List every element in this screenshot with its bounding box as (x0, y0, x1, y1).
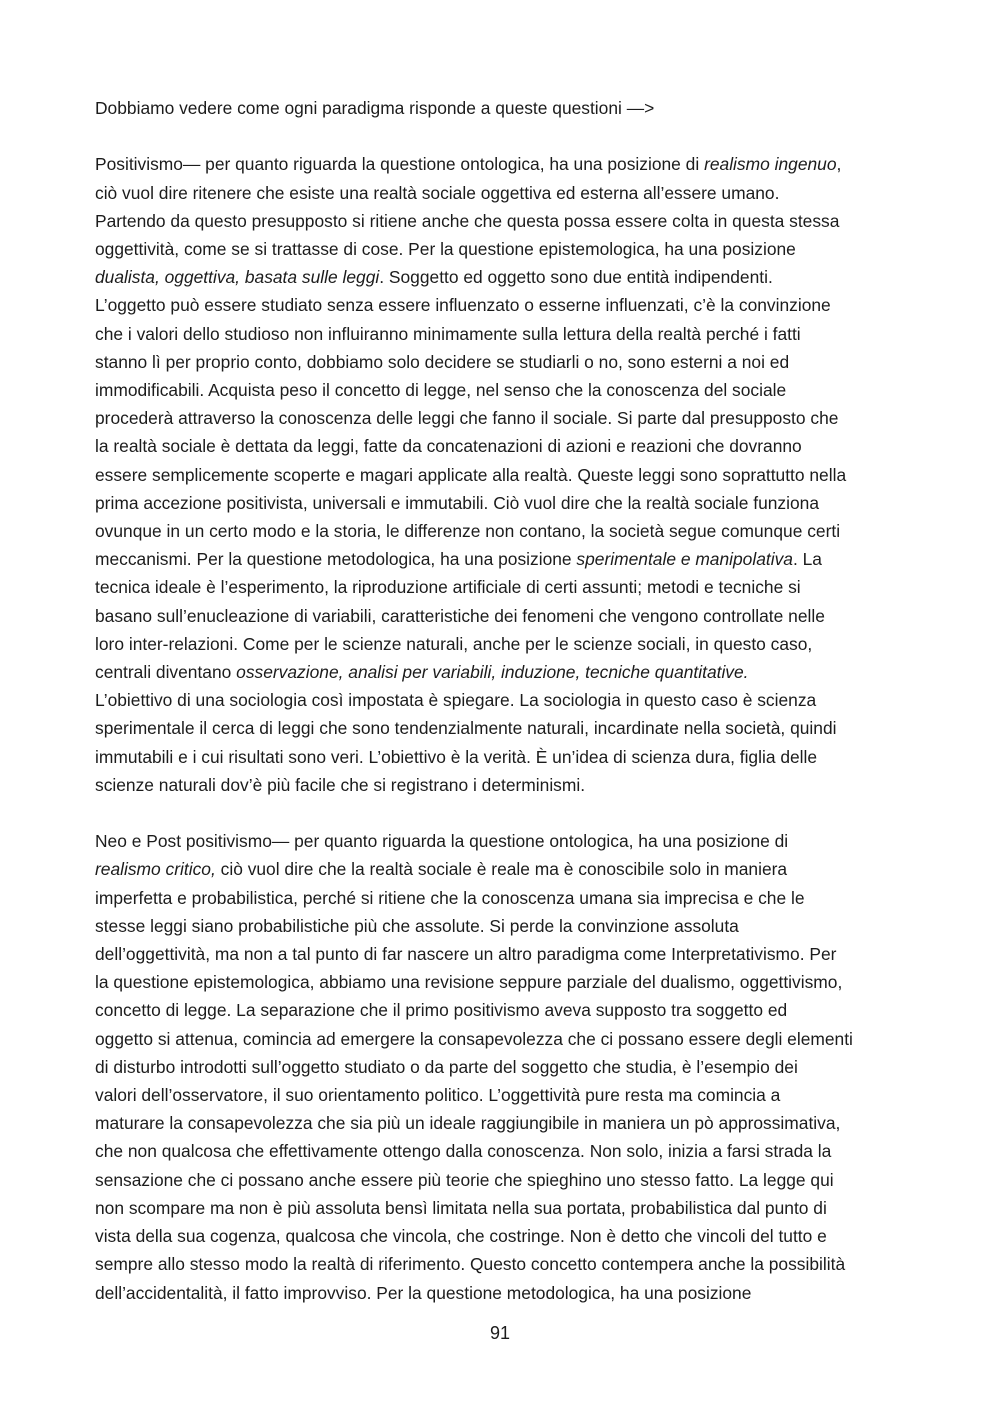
text-run: Partendo da questo presupposto si ritiene anche che questa possa essere colta in questa stessa (95, 210, 840, 231)
text-run: meccanismi. Per la questione metodologica, ha una posizione (95, 549, 577, 570)
text-line (95, 263, 910, 291)
text-line (95, 884, 910, 912)
text-line (95, 714, 910, 742)
text-line (95, 404, 910, 432)
text-line (95, 489, 910, 517)
paragraphs-container (95, 150, 910, 1306)
text-line (95, 235, 910, 263)
text-run: maturare la consapevolezza che sia più un ideale raggiungibile in maniera un pò approssimativa, (95, 1113, 841, 1134)
text-line (95, 968, 910, 996)
text-line (95, 743, 910, 771)
text-run: Neo e Post positivismo— per quanto riguarda la questione ontologica, ha una posizione di (95, 831, 789, 852)
text-line (95, 432, 910, 460)
italic-term: dualista, oggettiva, basata sulle leggi (95, 267, 380, 288)
text-run: che non qualcosa che effettivamente ottengo dalla conoscenza. Non solo, inizia a farsi strada la (95, 1141, 832, 1162)
text-run: sperimentale il cerca di leggi che sono tendenzialmente naturali, incardinate nella società, quindi (95, 718, 837, 739)
text-line (95, 573, 910, 601)
text-line (95, 461, 910, 489)
text-run: L’oggetto può essere studiato senza essere influenzato o esserne influenzati, c’è la convinzione (95, 295, 831, 316)
text-run: ciò vuol dire ritenere che esiste una realtà sociale oggettiva ed esterna all’essere umano. (95, 182, 780, 203)
text-line (95, 376, 910, 404)
text-line (95, 630, 910, 658)
text-line (95, 1250, 910, 1278)
text-run: dell’accidentalità, il fatto improvviso. Per la questione metodologica, ha una posizione (95, 1282, 752, 1303)
text-line (95, 1081, 910, 1109)
text-line (95, 1053, 910, 1081)
text-run: oggetto si attenua, comincia ad emergere la consapevolezza che ci possano essere degli elementi (95, 1028, 853, 1049)
intro-line: Dobbiamo vedere come ogni paradigma risponde a queste questioni —> (95, 98, 655, 118)
text-run: . La (792, 549, 822, 570)
text-run: essere semplicemente scoperte e magari applicate alla realtà. Queste leggi sono soprattutto nella (95, 464, 847, 485)
text-line (95, 658, 910, 686)
italic-term: sperimentale e manipolativa (576, 549, 793, 570)
text-run: concetto di legge. La separazione che il primo positivismo aveva supposto tra soggetto ed (95, 1000, 788, 1021)
text-line (95, 855, 910, 883)
text-run: centrali diventano (95, 662, 237, 683)
text-run: ciò vuol dire che la realtà sociale è reale ma è conoscibile solo in maniera (215, 859, 788, 880)
text-line (95, 545, 910, 573)
text-run: immutabili e i cui risultati sono veri. L’obiettivo è la verità. È un’idea di scienza dura, figlia delle (95, 746, 818, 767)
text-run: sensazione che ci possano anche essere più teorie che spieghino uno stesso fatto. La legge qui (95, 1169, 834, 1190)
text-line (95, 207, 910, 235)
text-line (95, 1194, 910, 1222)
text-run: vista della sua cogenza, qualcosa che vincola, che costringe. Non è detto che vincoli del tutto e (95, 1226, 827, 1247)
text-run: di disturbo introdotti sull’oggetto studiato o da parte del soggetto che studia, è l’esempio dei (95, 1056, 798, 1077)
text-run: valori dell’osservatore, il suo orientamento politico. L’oggettività pure resta ma comincia a (95, 1085, 781, 1106)
text-run: oggettività, come se si trattasse di cose. Per la questione epistemologica, ha una posizione (95, 239, 796, 259)
text-line (95, 291, 910, 319)
text-run: Positivismo— per quanto riguarda la questione ontologica, ha una posizione di (95, 154, 705, 175)
text-run: , (836, 154, 842, 175)
text-run: loro inter-relazioni. Come per le scienze naturali, anche per le scienze sociali, in questo caso, (95, 633, 813, 654)
text-run: sempre allo stesso modo la realtà di riferimento. Questo concetto contempera anche la possibilità (95, 1254, 846, 1275)
text-line (95, 1279, 910, 1307)
text-run: la questione epistemologica, abbiamo una revisione seppure parziale del dualismo, oggettivismo, (95, 972, 843, 993)
text-line (95, 940, 910, 968)
text-line (95, 686, 910, 714)
text-run: L’obiettivo di una sociologia così impostata è spiegare. La sociologia in questo caso è scienza (95, 690, 817, 711)
text-line (95, 1166, 910, 1194)
text-run: procederà attraverso la conoscenza delle leggi che fanno il sociale. Si parte dal presupposto che (95, 408, 839, 429)
text-run: . Soggetto ed oggetto sono due entità indipendenti. (379, 267, 773, 288)
text-run: basano sull’enucleazione di variabili, caratteristiche dei fenomeni che vengono controllate nelle (95, 605, 825, 626)
text-run: dell’oggettività, ma non a tal punto di far nascere un altro paradigma come Interpretativismo. Per (95, 944, 837, 965)
italic-term: osservazione, analisi per variabili, induzione, tecniche quantitative. (236, 662, 749, 683)
text-line (95, 348, 910, 376)
text-run: ovunque in un certo modo e la storia, le differenze non contano, la società segue comunque certi (95, 521, 841, 542)
text-line (95, 912, 910, 940)
text-run: prima accezione positivista, universali e immutabili. Ciò vuol dire che la realtà sociale funziona (95, 492, 819, 513)
text-line (95, 827, 910, 855)
text-line (95, 320, 910, 348)
text-line (95, 996, 910, 1024)
italic-term: realismo ingenuo (704, 154, 837, 175)
text-run: stanno lì per proprio conto, dobbiamo solo decidere se studiarli o no, sono esterni a noi ed (95, 351, 790, 372)
body-text (95, 94, 910, 1307)
text-line (95, 1025, 910, 1053)
text-run: stesse leggi siano probabilistiche più che assolute. Si perde la convinzione assoluta (95, 915, 739, 936)
text-line (95, 1222, 910, 1250)
text-line (95, 179, 910, 207)
page-number: 91 (489, 1323, 511, 1343)
text-line (95, 1137, 910, 1165)
text-run: non scompare ma non è più assoluta bensì limitata nella sua portata, probabilistica dal punto di (95, 1197, 827, 1218)
paragraph (95, 827, 910, 1306)
text-run: imperfetta e probabilistica, perché si ritiene che la conoscenza umana sia imprecisa e che le (95, 887, 805, 908)
text-run: la realtà sociale è dettata da leggi, fatte da concatenazioni di azioni e reazioni che dovranno (95, 436, 802, 457)
text-run: tecnica ideale è l’esperimento, la riproduzione artificiale di certi assunti; metodi e tecniche si (95, 577, 801, 598)
text-line (95, 150, 910, 178)
paragraph (95, 150, 910, 799)
text-line (95, 771, 910, 799)
text-line (95, 1109, 910, 1137)
text-run: immodificabili. Acquista peso il concetto di legge, nel senso che la conoscenza del sociale (95, 380, 787, 401)
text-line (95, 517, 910, 545)
italic-term: realismo critico, (95, 859, 216, 880)
text-line (95, 602, 910, 630)
text-run: scienze naturali dov’è più facile che si registrano i determinismi. (95, 774, 586, 795)
text-run: che i valori dello studioso non influiranno minimamente sulla lettura della realtà perché i fatti (95, 323, 801, 344)
